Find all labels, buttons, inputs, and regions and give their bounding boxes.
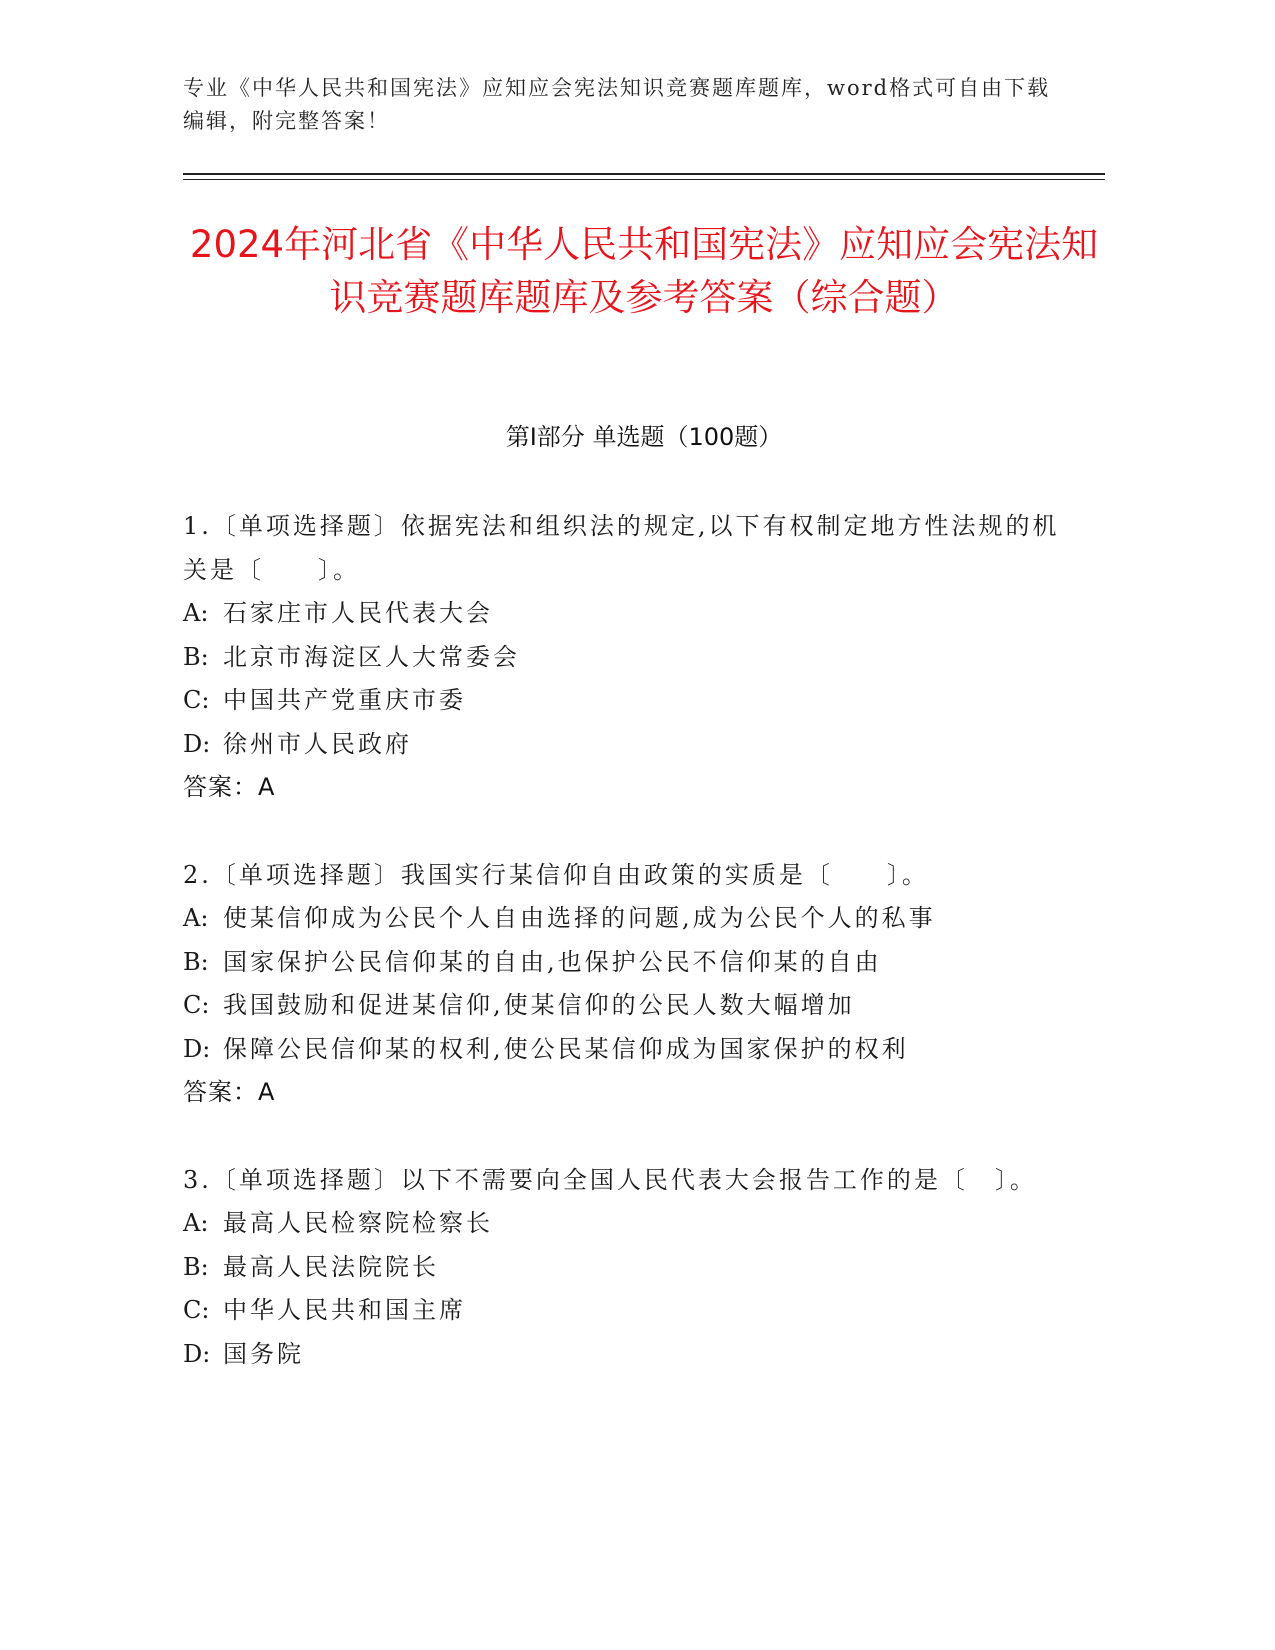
option-text: 使某信仰成为公民个人自由选择的问题,成为公民个人的私事 [223,904,936,932]
question-3 [183,1159,1063,1377]
question-list [183,505,1063,1420]
option-key: C: [183,1296,210,1324]
option-a [183,1202,1063,1246]
option-d [183,1028,1063,1072]
option-key: C: [183,686,210,714]
option-text: 最高人民检察院检察长 [223,1209,493,1237]
option-c [183,984,1063,1028]
option-c [183,679,1063,723]
option-text: 最高人民法院院长 [223,1252,439,1281]
option-text: 中国共产党重庆市委 [223,686,466,714]
option-text: 保障公民信仰某的权利,使公民某信仰成为国家保护的权利 [223,1034,909,1063]
option-key: B: [183,947,209,976]
header-divider-thin [183,179,1105,180]
option-key: A: [183,599,209,627]
option-b [183,941,1063,985]
option-key: D: [183,1034,211,1063]
document-title: 2024年河北省《中华人民共和国宪法》应知应会宪法知识竞赛题库题库及参考答案（综合题） [189,223,1099,319]
option-d [183,1333,1063,1377]
option-key: D: [183,729,211,758]
question-stem: 1.〔单项选择题〕依据宪法和组织法的规定,以下有权制定地方性法规的机关是〔 〕。 [183,512,1060,584]
option-key: B: [183,642,209,671]
header-divider-thick [183,173,1105,175]
question-stem: 2.〔单项选择题〕我国实行某信仰自由政策的实质是〔 〕。 [183,860,929,889]
option-key: A: [183,1209,209,1237]
option-key: C: [183,991,210,1019]
option-d [183,723,1063,767]
question-1 [183,505,1063,810]
option-b [183,1246,1063,1290]
option-text: 国家保护公民信仰某的自由,也保护公民不信仰某的自由 [223,947,882,976]
question-stem: 3.〔单项选择题〕以下不需要向全国人民代表大会报告工作的是〔 〕。 [183,1165,1037,1194]
header-note: 专业《中华人民共和国宪法》应知应会宪法知识竞赛题库题库，word格式可自由下载编辑，附完整答案！ [183,76,1051,133]
option-key: A: [183,904,209,932]
option-a [183,897,1063,941]
option-text: 中华人民共和国主席 [223,1296,466,1324]
option-c [183,1289,1063,1333]
option-key: D: [183,1339,211,1368]
option-a [183,592,1063,636]
option-b [183,636,1063,680]
option-text: 北京市海淀区人大常委会 [223,642,520,671]
answer-label: 答案：A [183,773,276,801]
option-text: 国务院 [223,1339,304,1368]
option-text: 徐州市人民政府 [223,729,412,758]
option-text: 石家庄市人民代表大会 [223,599,493,627]
section-title: 第I部分 单选题（100题） [505,423,783,451]
answer-label: 答案：A [183,1078,276,1106]
question-2 [183,854,1063,1115]
option-text: 我国鼓励和促进某信仰,使某信仰的公民人数大幅增加 [223,991,855,1019]
option-key: B: [183,1252,209,1281]
